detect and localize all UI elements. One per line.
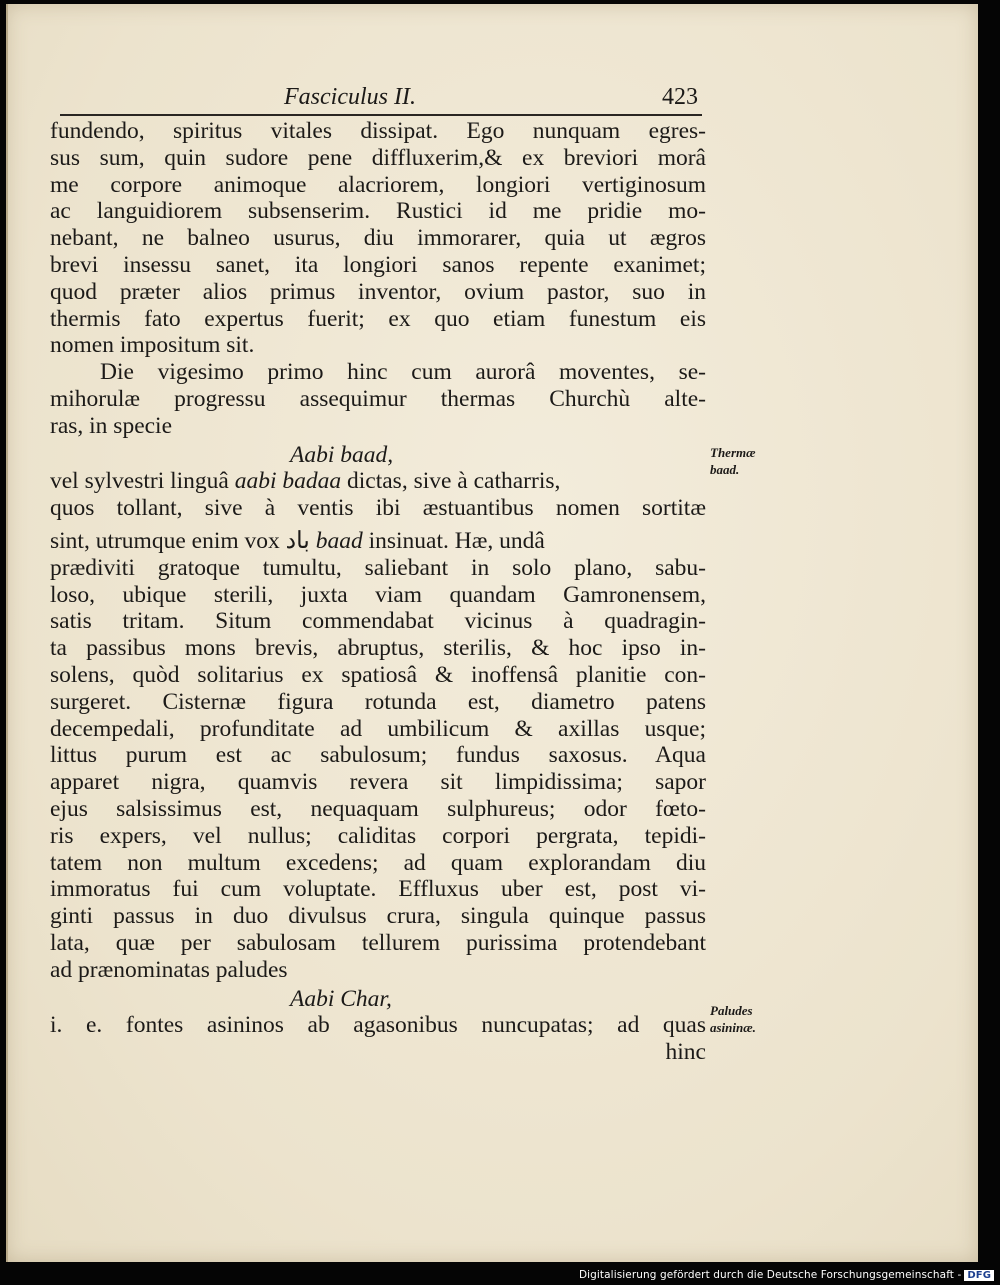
text-line: prædiviti gratoque tumultu, saliebant in solo plano, sabu- xyxy=(50,554,706,581)
text-line: ad prænominatas paludes xyxy=(50,956,288,983)
text-line: me corpore animoque alacriorem, longiori vertiginosum xyxy=(50,171,706,198)
text-line: sus sum, quin sudore pene diffluxerim,& ex breviori morâ xyxy=(50,144,706,171)
text-line: i. e. fontes asininos ab agasonibus nuncupatas; ad quas xyxy=(50,1012,706,1039)
text-line: ris expers, vel nullus; caliditas corpori pergrata, tepidi- xyxy=(50,822,706,849)
text-line: surgeret. Cisternæ figura rotunda est, diametro patens xyxy=(50,688,706,715)
text-line: fundendo, spiritus vitales dissipat. Ego nunquam egres- xyxy=(50,118,706,144)
text-line: tatem non multum excedens; ad quam explorandam diu xyxy=(50,849,706,876)
margin-note-line: Paludes xyxy=(710,1003,753,1018)
text-line xyxy=(50,468,706,495)
text-line: satis tritam. Situm commendabat vicinus à quadragin- xyxy=(50,608,706,635)
page-number: 423 xyxy=(662,84,698,110)
book-page xyxy=(6,4,978,1262)
credit-text: Digitalisierung gefördert durch die Deutsche Forschungsgemeinschaft - xyxy=(578,1269,962,1281)
margin-note-line: asininæ. xyxy=(710,1020,756,1035)
italic-term: baad xyxy=(315,527,363,554)
text-line: ras, in specie xyxy=(50,412,173,439)
text-line: Die vigesimo primo hinc cum aurorâ moventes, se- xyxy=(100,359,706,386)
text-line: ta passibus mons brevis, abruptus, sterilis, & hoc ipso in- xyxy=(50,635,706,662)
text-line: loso, ubique sterili, juxta viam quandam Gamronensem, xyxy=(50,581,706,608)
margin-note-line: baad. xyxy=(710,462,740,477)
page-edge xyxy=(6,4,8,1262)
arabic-word: باد xyxy=(285,527,310,554)
text-line: nebant, ne balneo usurus, diu immorarer, quia ut ægros xyxy=(50,225,706,252)
catchword: hinc xyxy=(665,1039,706,1066)
digitization-credit xyxy=(579,1269,994,1281)
body-text xyxy=(50,118,706,1066)
margin-note-line: Thermæ xyxy=(710,445,756,460)
text-line: mihorulæ progressu assequimur thermas Churchù alte- xyxy=(50,385,706,412)
running-title: Fasciculus II. xyxy=(284,84,416,110)
margin-note-thermae xyxy=(710,444,756,478)
text-span: insinuat. Hæ, undâ xyxy=(362,527,545,554)
text-line: littus purum est ac sabulosum; fundus saxosus. Aqua xyxy=(50,742,706,769)
text-span: sint, utrumque enim vox xyxy=(50,527,286,554)
section-heading-aabi-baad: Aabi baad, xyxy=(290,441,394,468)
text-line: ginti passus in duo divulsus crura, singula quinque passus xyxy=(50,903,706,930)
text-line: thermis fato expertus fuerit; ex quo etiam funestum eis xyxy=(50,305,706,332)
text-line: decempedali, profunditate ad umbilicum & axillas usque; xyxy=(50,715,706,742)
text-line: ejus salsissimus est, nequaquam sulphureus; odor fœto- xyxy=(50,795,706,822)
text-line: solens, quòd solitarius ex spatiosâ & inoffensâ planitie con- xyxy=(50,661,706,688)
text-line: immoratus fui cum voluptate. Effluxus uber est, post vi- xyxy=(50,876,706,903)
text-span: vel sylvestri linguâ xyxy=(50,468,235,495)
text-line: apparet nigra, quamvis revera sit limpidissima; sapor xyxy=(50,769,706,796)
dfg-logo: DFG xyxy=(964,1270,994,1281)
text-span: dictas, sive à catharris, xyxy=(341,468,561,495)
text-line: nomen impositum sit. xyxy=(50,332,255,359)
text-line: brevi insessu sanet, ita longiori sanos repente exanimet; xyxy=(50,251,706,278)
text-line xyxy=(50,528,706,555)
margin-note-paludes xyxy=(710,1002,756,1036)
text-line: quod præter alios primus inventor, ovium pastor, suo in xyxy=(50,278,706,305)
text-line: lata, quæ per sabulosam tellurem purissima protendebant xyxy=(50,929,706,956)
section-heading-aabi-char: Aabi Char, xyxy=(290,985,392,1012)
italic-term: aabi badaa xyxy=(234,468,342,495)
header-rule xyxy=(60,114,702,116)
text-line: ac languidiorem subsenserim. Rustici id me pridie mo- xyxy=(50,198,706,225)
text-line: quos tollant, sive à ventis ibi æstuantibus nomen sortitæ xyxy=(50,495,706,522)
